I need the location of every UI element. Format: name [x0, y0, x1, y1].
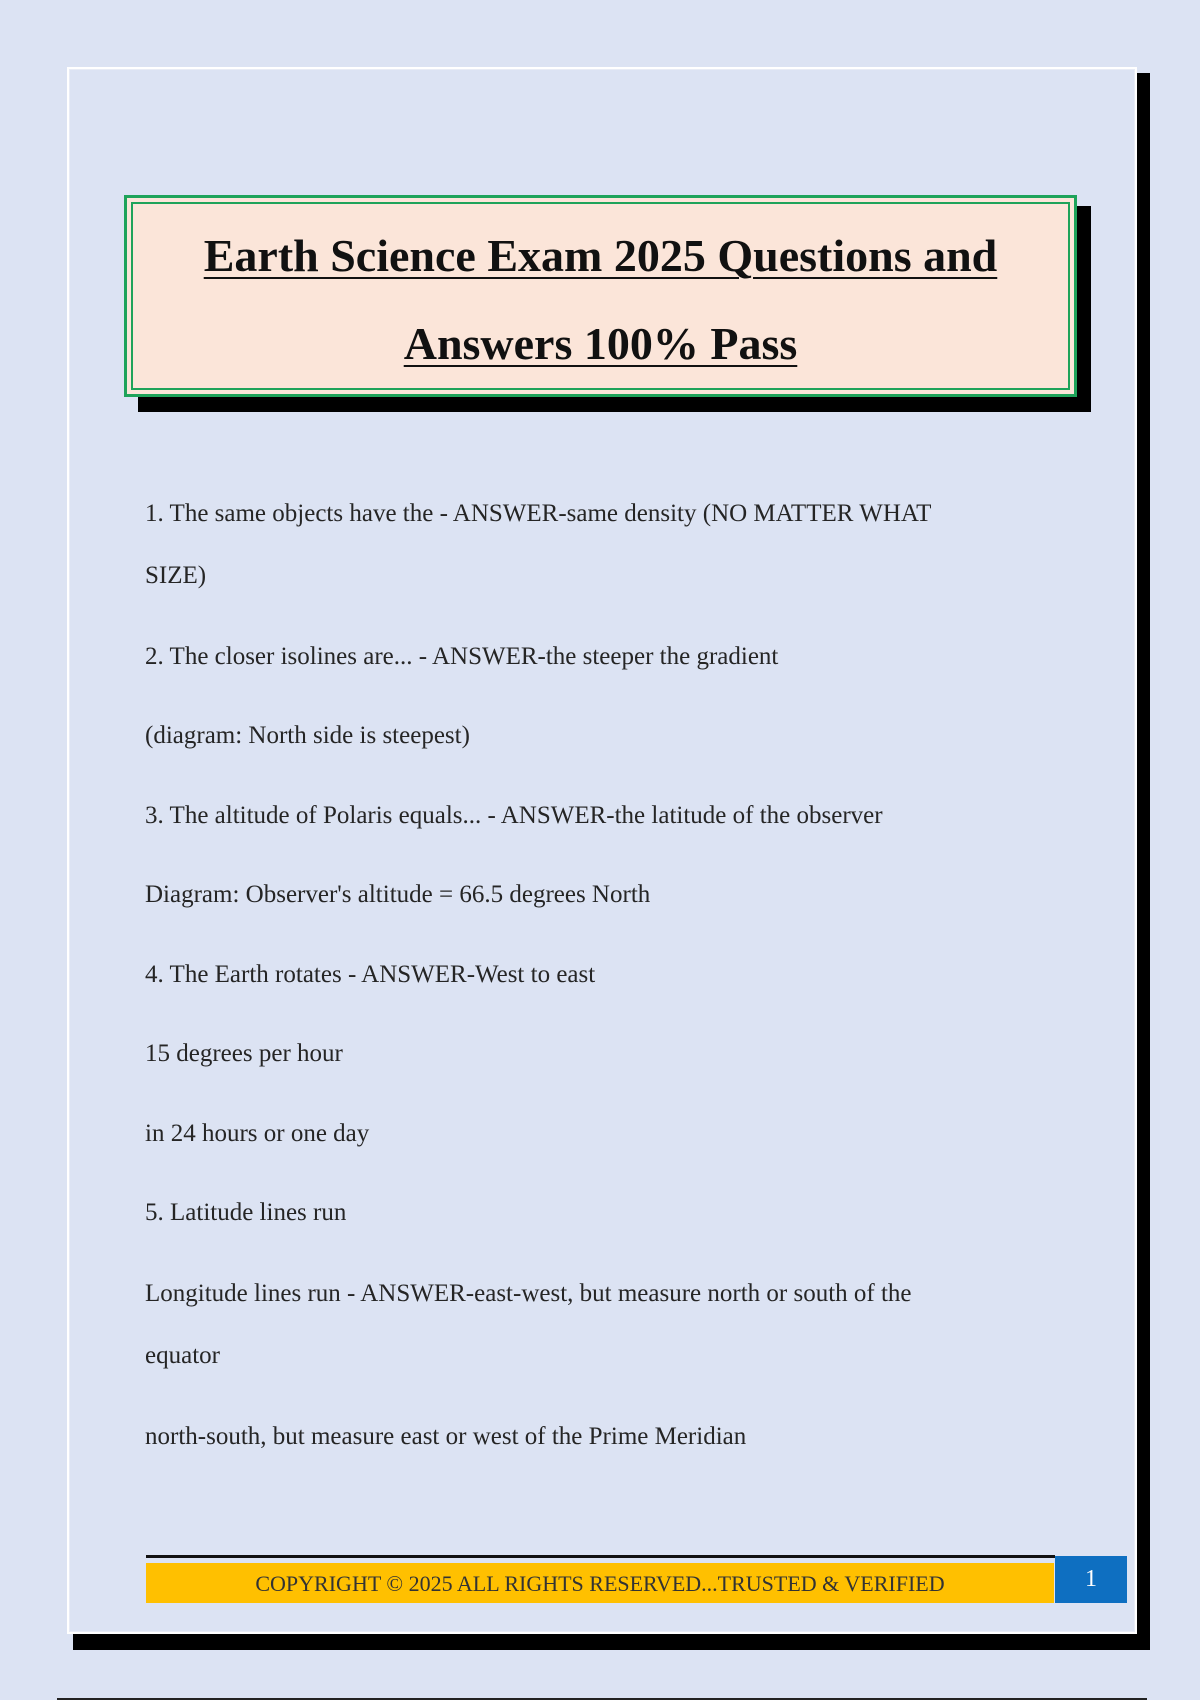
page-number: 1: [1055, 1556, 1127, 1603]
qa-line: 15 degrees per hour: [145, 1040, 343, 1067]
footer-rule: [146, 1555, 1055, 1558]
title-line-2: Answers 100% Pass: [403, 318, 798, 369]
qa-line: (diagram: North side is steepest): [145, 722, 470, 749]
qa-line: 3. The altitude of Polaris equals... - ANSWER-the latitude of the observer: [145, 802, 883, 829]
qa-line: 4. The Earth rotates - ANSWER-West to east: [145, 961, 596, 988]
title-line-1: Earth Science Exam 2025 Questions and: [203, 230, 998, 281]
document-title: [127, 212, 1074, 388]
qa-line: Diagram: Observer's altitude = 66.5 degrees North: [145, 881, 651, 908]
qa-line: 5. Latitude lines run: [145, 1199, 347, 1226]
qa-line: equator: [145, 1342, 220, 1369]
title-box: [124, 195, 1077, 397]
footer-copyright: COPYRIGHT © 2025 ALL RIGHTS RESERVED...TRUSTED & VERIFIED: [146, 1563, 1054, 1603]
qa-line: SIZE): [145, 562, 207, 589]
qa-line: in 24 hours or one day: [145, 1120, 370, 1147]
qa-line: north-south, but measure east or west of the Prime Meridian: [145, 1423, 747, 1450]
qa-line: 1. The same objects have the - ANSWER-same density (NO MATTER WHAT: [145, 500, 932, 527]
qa-line: Longitude lines run - ANSWER-east-west, but measure north or south of the: [145, 1280, 912, 1307]
qa-line: 2. The closer isolines are... - ANSWER-the steeper the gradient: [145, 643, 779, 670]
